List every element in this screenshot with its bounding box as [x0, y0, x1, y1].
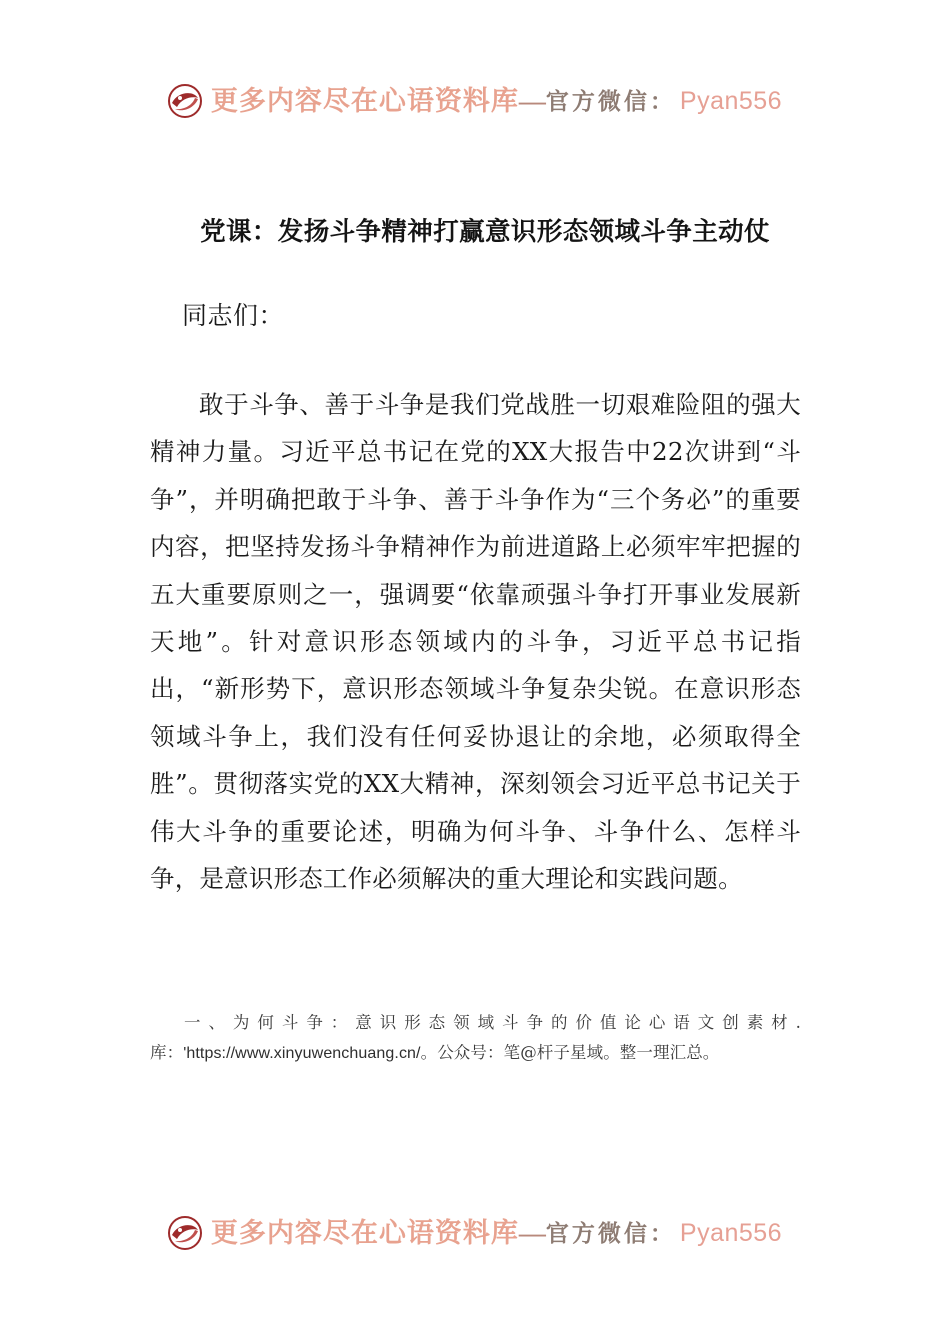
- page-title: 党课：发扬斗争精神打赢意识形态领域斗争主动仗: [200, 217, 770, 247]
- footnote-url: 'https://www.xinyuwenchuang.cn/: [183, 1045, 421, 1062]
- watermark-wechat-label: 官方微信：: [545, 88, 676, 114]
- body-paragraph: 敢于斗争、善于斗争是我们党战胜一切艰难险阻的强大精神力量。习近平总书记在党的XX大报告中22次讲到“斗争”，并明确把敢于斗争、善于斗争作为“三个务必”的重要内容，把坚持发扬斗争精神作为前进道路上必须牢牢把握的五大重要原则之一，强调要“依靠顽强斗争打开事业发展新天地”。针对意识形态领域内的斗争，习近平总书记指出，“新形势下，意识形态领域斗争复杂尖锐。在意识形态领域斗争上，我们没有任何妥协退让的余地，必须取得全胜”。贯彻落实党的XX大精神，深刻领会习近平总书记关于伟大斗争的重要论述，明确为何斗争、斗争什么、怎样斗争，是意识形态工作必须解决的重大理论和实践问题。: [150, 390, 801, 894]
- fish-emblem-icon: [168, 84, 202, 118]
- watermark-dash: —: [518, 85, 546, 116]
- watermark-wechat-id: Pyan556: [679, 1218, 783, 1247]
- watermark-brand-text: 更多内容尽在心语资料库: [210, 1217, 519, 1248]
- watermark-wechat-id: Pyan556: [679, 86, 783, 115]
- footnote-heading: 一、为何斗争：意识形态领域斗争的价值论心语文创素材.库：: [150, 1013, 801, 1062]
- watermark-wechat-label: 官方微信：: [545, 1220, 676, 1246]
- header-watermark: [0, 84, 950, 118]
- footnote-block: [150, 1008, 801, 1069]
- footnote-tail: 。公众号：笔@杆子星域。整一理汇总。: [420, 1043, 720, 1062]
- footer-watermark: [0, 1216, 950, 1250]
- salutation: 同志们：: [182, 301, 285, 330]
- watermark-brand-text: 更多内容尽在心语资料库: [210, 85, 519, 116]
- fish-emblem-icon: [168, 1216, 202, 1250]
- watermark-dash: —: [518, 1217, 546, 1248]
